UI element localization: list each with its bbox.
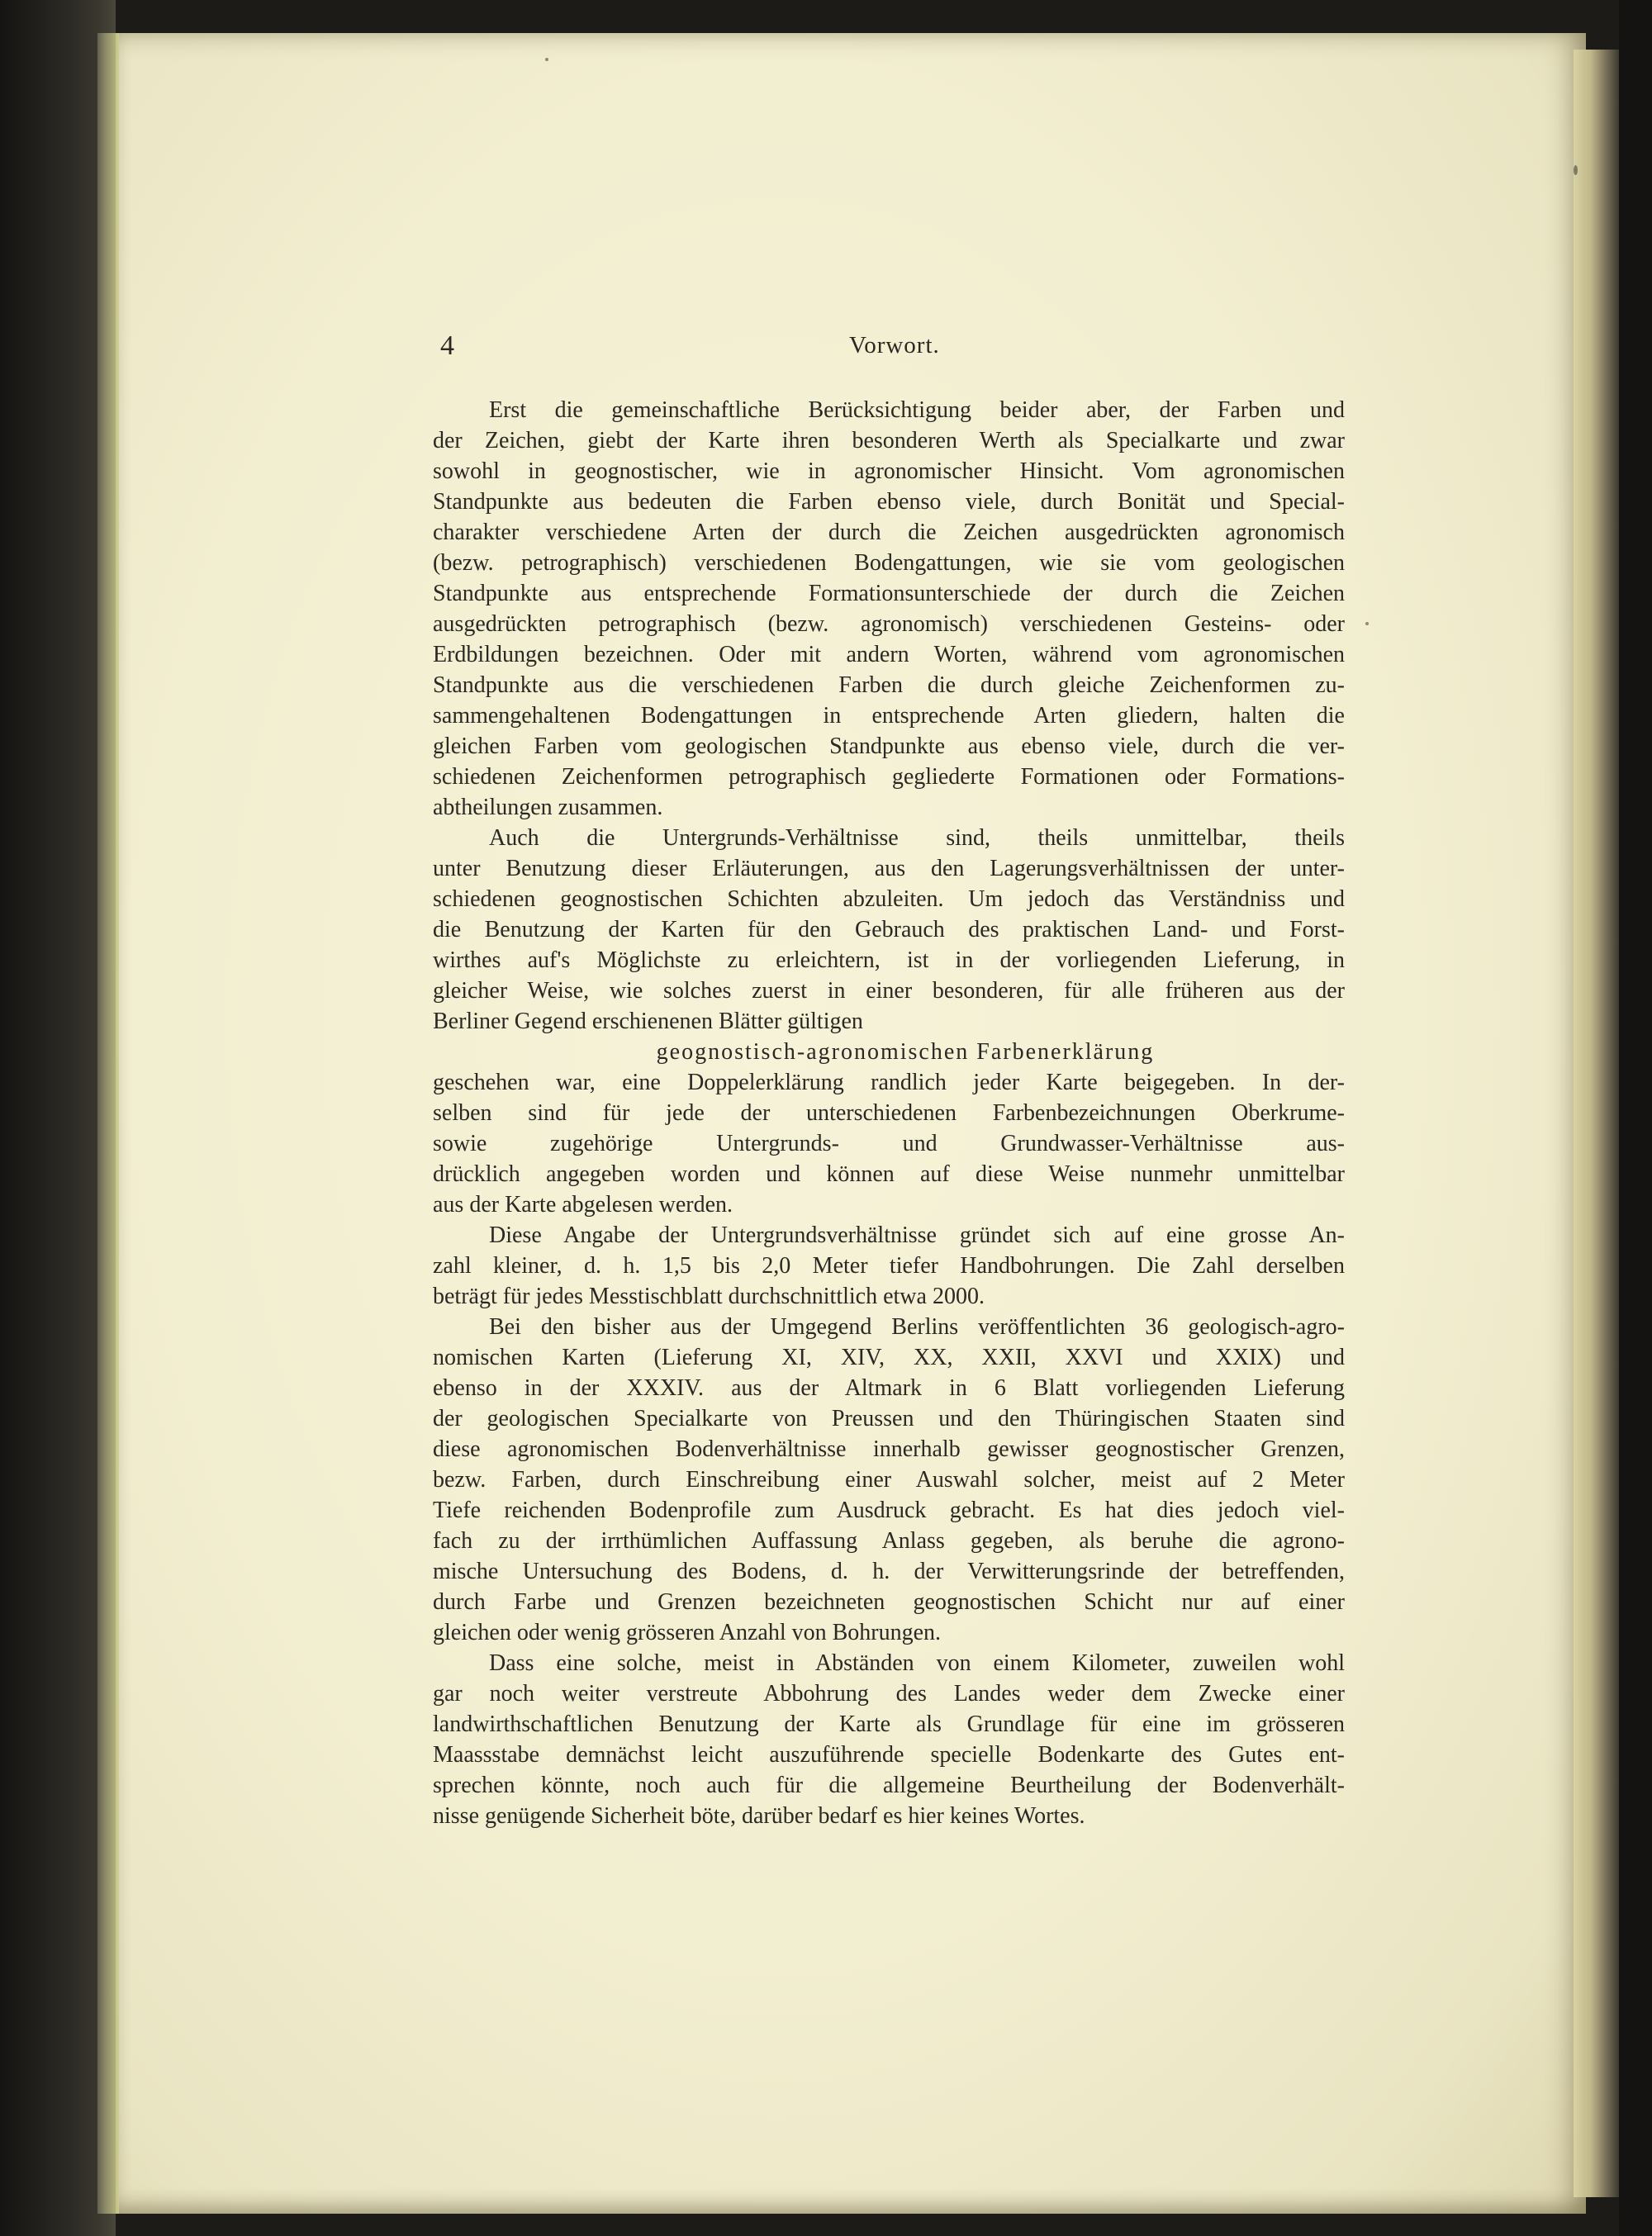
text-line: diese agronomischen Bodenverhältnisse innerhalb gewisser geognostischer Grenzen, (433, 1436, 1345, 1462)
text-line: charakter verschiedene Arten der durch die Zeichen ausgedrückten agronomisch (433, 520, 1345, 545)
text-line: gleichen Farben vom geologischen Standpunkte aus ebenso viele, durch die ver- (433, 733, 1345, 759)
text-line: beträgt für jedes Messtischblatt durchschnittlich etwa 2000. (433, 1284, 985, 1309)
text-line: ebenso in der XXXIV. aus der Altmark in 6 Blatt vorliegenden Lieferung (433, 1375, 1345, 1401)
text-line: gar noch weiter verstreute Abbohrung des Landes weder dem Zwecke einer (433, 1681, 1345, 1707)
paper-speck (1365, 622, 1369, 625)
text-line: bezw. Farben, durch Einschreibung einer Auswahl solcher, meist auf 2 Meter (433, 1467, 1345, 1493)
running-title: Vorwort. (849, 332, 940, 358)
text-line: zahl kleiner, d. h. 1,5 bis 2,0 Meter tiefer Handbohrungen. Die Zahl derselben (433, 1253, 1345, 1279)
text-line: sammengehaltenen Bodengattungen in entsprechende Arten gliedern, halten die (433, 703, 1345, 729)
text-line: durch Farbe und Grenzen bezeichneten geognostischen Schicht nur auf einer (433, 1589, 1345, 1615)
text-line: Tiefe reichenden Bodenprofile zum Ausdruck gebracht. Es hat dies jedoch viel- (433, 1498, 1345, 1523)
text-line: Standpunkte aus entsprechende Formationsunterschiede der durch die Zeichen (433, 581, 1345, 606)
text-line: wirthes auf's Möglichste zu erleichtern, ist in der vorliegenden Lieferung, in (433, 947, 1345, 973)
text-line: aus der Karte abgelesen werden. (433, 1192, 733, 1218)
text-line: nomischen Karten (Lieferung XI, XIV, XX, XXII, XXVI und XXIX) und (433, 1345, 1345, 1370)
text-line: gleichen oder wenig grösseren Anzahl von Bohrungen. (433, 1620, 942, 1645)
text-line: ausgedrückten petrographisch (bezw. agronomisch) verschiedenen Gesteins- oder (433, 611, 1345, 637)
text-line: geschehen war, eine Doppelerklärung randlich jeder Karte beigegeben. In der- (433, 1070, 1345, 1095)
running-head (0, 330, 1652, 372)
text-line: der geologischen Specialkarte von Preussen und den Thüringischen Staaten sind (433, 1406, 1345, 1431)
text-line: drücklich angegeben worden und können auf diese Weise nunmehr unmittelbar (433, 1161, 1345, 1187)
page-edge-stack (1574, 50, 1623, 2197)
text-line: Diese Angabe der Untergrundsverhältnisse gründet sich auf eine grosse An- (489, 1222, 1345, 1248)
text-line: Berliner Gegend erschienenen Blätter gültigen (433, 1009, 863, 1034)
text-line: (bezw. petrographisch) verschiedenen Bodengattungen, wie sie vom geologischen (433, 550, 1345, 576)
text-line: Standpunkte aus bedeuten die Farben ebenso viele, durch Bonität und Special- (433, 489, 1345, 515)
text-line: sowohl in geognostischer, wie in agronomischer Hinsicht. Vom agronomischen (433, 458, 1345, 484)
text-line: Auch die Untergrunds-Verhältnisse sind, theils unmittelbar, theils (489, 825, 1345, 851)
text-line: sprechen könnte, noch auch für die allgemeine Beurtheilung der Bodenverhält- (433, 1773, 1345, 1798)
text-line: fach zu der irrthümlichen Auffassung Anlass gegeben, als beruhe die agrono- (433, 1528, 1345, 1554)
text-line: schiedenen geognostischen Schichten abzuleiten. Um jedoch das Verständniss und (433, 886, 1345, 912)
text-line: geognostisch-agronomischen Farbenerklärung (656, 1039, 1155, 1065)
page-number: 4 (440, 330, 454, 361)
text-line: unter Benutzung dieser Erläuterungen, aus den Lagerungsverhältnissen der unter- (433, 856, 1345, 881)
text-line: selben sind für jede der unterschiedenen Farbenbezeichnungen Oberkrume- (433, 1100, 1345, 1126)
text-line: der Zeichen, giebt der Karte ihren besonderen Werth als Specialkarte und zwar (433, 428, 1345, 453)
text-line: Erst die gemeinschaftliche Berücksichtigung beider aber, der Farben und (489, 397, 1345, 423)
text-line: Standpunkte aus die verschiedenen Farben die durch gleiche Zeichenformen zu- (433, 672, 1345, 698)
text-line: die Benutzung der Karten für den Gebrauch des praktischen Land- und Forst- (433, 917, 1345, 942)
text-line: landwirthschaftlichen Benutzung der Karte als Grundlage für eine im grösseren (433, 1711, 1345, 1737)
text-line: abtheilungen zusammen. (433, 795, 663, 820)
paper-speck (1574, 165, 1578, 175)
paper-speck (545, 58, 548, 61)
text-line: nisse genügende Sicherheit böte, darüber bedarf es hier keines Wortes. (433, 1803, 1085, 1829)
text-line: Erdbildungen bezeichnen. Oder mit andern Worten, während vom agronomischen (433, 642, 1345, 667)
text-line: sowie zugehörige Untergrunds- und Grundwasser-Verhältnisse aus- (433, 1131, 1345, 1156)
text-line: Dass eine solche, meist in Abständen von einem Kilometer, zuweilen wohl (489, 1650, 1345, 1676)
text-line: Maassstabe demnächst leicht auszuführende specielle Bodenkarte des Gutes ent- (433, 1742, 1345, 1768)
text-line: mische Untersuchung des Bodens, d. h. der Verwitterungsrinde der betreffenden, (433, 1559, 1345, 1584)
text-line: Bei den bisher aus der Umgegend Berlins veröffentlichten 36 geologisch-agro- (489, 1314, 1345, 1340)
body-text (433, 395, 1345, 1831)
text-line: gleicher Weise, wie solches zuerst in einer besonderen, für alle früheren aus der (433, 978, 1345, 1004)
text-line: schiedenen Zeichenformen petrographisch gegliederte Formationen oder Formations- (433, 764, 1345, 790)
